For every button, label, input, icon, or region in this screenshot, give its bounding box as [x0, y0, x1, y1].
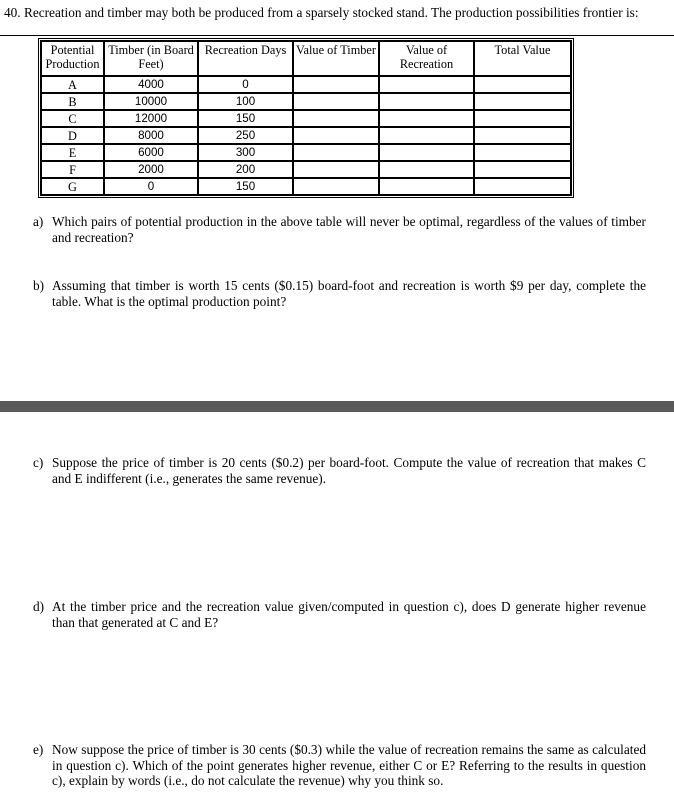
cell-timber: 12000 — [104, 110, 198, 127]
question-text: Now suppose the price of timber is 30 cents ($0.3) while the value of recreation remains the same as calculated in question c). Which of the point generates higher revenue, either C or E? Referring to the results in question c), explain by words (i.e., do not calculate the revenue) why you think so. — [52, 742, 646, 789]
cell-recreation: 0 — [198, 76, 293, 93]
cell-point: A — [41, 76, 104, 93]
cell-recreation: 150 — [198, 110, 293, 127]
cell-point: F — [41, 161, 104, 178]
header-value-of-timber: Value of Timber — [293, 41, 379, 76]
question-label: d) — [33, 599, 45, 614]
cell-value-timber — [293, 93, 379, 110]
problem-intro: 40. Recreation and timber may both be produced from a sparsely stocked stand. The production possibilities frontier is: — [4, 5, 639, 20]
cell-value-timber — [293, 110, 379, 127]
question-a — [33, 214, 646, 245]
cell-total-value — [474, 178, 571, 195]
cell-recreation: 100 — [198, 93, 293, 110]
intro-rule — [0, 35, 674, 36]
cell-recreation: 300 — [198, 144, 293, 161]
question-label: c) — [33, 455, 44, 470]
cell-point: E — [41, 144, 104, 161]
cell-timber: 10000 — [104, 93, 198, 110]
cell-timber: 2000 — [104, 161, 198, 178]
question-text: Assuming that timber is worth 15 cents ($0.15) board-foot and recreation is worth $9 per day, complete the table. What is the optimal production point? — [52, 278, 646, 309]
cell-recreation: 200 — [198, 161, 293, 178]
cell-value-recreation — [379, 110, 474, 127]
question-label: a) — [33, 214, 44, 229]
cell-timber: 8000 — [104, 127, 198, 144]
table-row — [41, 127, 571, 144]
cell-value-timber — [293, 127, 379, 144]
table-row — [41, 93, 571, 110]
cell-timber: 6000 — [104, 144, 198, 161]
header-value-of-recreation: Value of Recreation — [379, 41, 474, 76]
cell-total-value — [474, 76, 571, 93]
cell-total-value — [474, 127, 571, 144]
cell-point: C — [41, 110, 104, 127]
cell-total-value — [474, 144, 571, 161]
cell-value-timber — [293, 161, 379, 178]
question-e — [33, 742, 646, 789]
cell-total-value — [474, 110, 571, 127]
cell-value-recreation — [379, 93, 474, 110]
cell-value-recreation — [379, 76, 474, 93]
question-text: At the timber price and the recreation value given/computed in question c), does D generate higher revenue than that generated at C and E? — [52, 599, 646, 630]
header-recreation-days: Recreation Days — [198, 41, 293, 76]
table-header-row — [41, 41, 571, 76]
question-b — [33, 278, 646, 309]
question-d — [33, 599, 646, 630]
question-text: Suppose the price of timber is 20 cents ($0.2) per board-foot. Compute the value of recreation that makes C and E indifferent (i.e., generates the same revenue). — [52, 455, 646, 486]
question-text: Which pairs of potential production in the above table will never be optimal, regardless of the values of timber and recreation? — [52, 214, 646, 245]
question-label: b) — [33, 278, 45, 293]
cell-value-recreation — [379, 178, 474, 195]
cell-value-timber — [293, 178, 379, 195]
cell-value-recreation — [379, 144, 474, 161]
cell-timber: 4000 — [104, 76, 198, 93]
cell-recreation: 150 — [198, 178, 293, 195]
cell-point: D — [41, 127, 104, 144]
cell-point: B — [41, 93, 104, 110]
header-potential-production: Potential Production — [41, 41, 104, 76]
table-row — [41, 144, 571, 161]
table-row — [41, 161, 571, 178]
cell-value-timber — [293, 144, 379, 161]
cell-value-recreation — [379, 161, 474, 178]
table-row — [41, 76, 571, 93]
cell-total-value — [474, 93, 571, 110]
table-row — [41, 178, 571, 195]
cell-value-timber — [293, 76, 379, 93]
cell-point: G — [41, 178, 104, 195]
production-possibilities-table — [38, 38, 574, 198]
question-label: e) — [33, 742, 44, 757]
header-total-value: Total Value — [474, 41, 571, 76]
cell-total-value — [474, 161, 571, 178]
cell-value-recreation — [379, 127, 474, 144]
cell-recreation: 250 — [198, 127, 293, 144]
cell-timber: 0 — [104, 178, 198, 195]
table-row — [41, 110, 571, 127]
question-c — [33, 455, 646, 486]
header-timber: Timber (in Board Feet) — [104, 41, 198, 76]
section-divider — [0, 401, 674, 412]
